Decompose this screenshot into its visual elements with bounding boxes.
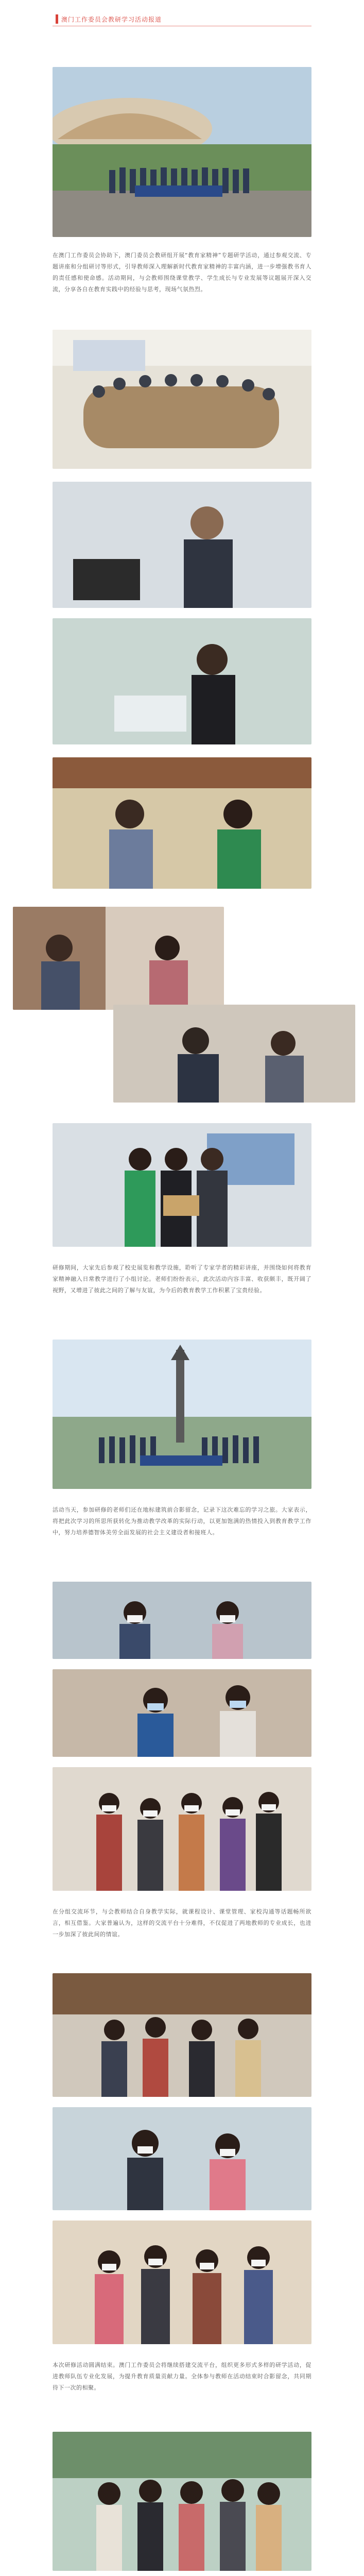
- article-title: 澳门工作委员会教研学习活动报道: [61, 15, 162, 23]
- presentation-photo: [53, 1123, 311, 1247]
- audience-photo: [53, 757, 311, 889]
- speaker-photo: [53, 482, 311, 608]
- participants-photo-2: [53, 1669, 311, 1757]
- paragraph-4: 在分组交流环节，与会教师结合自身教学实际，就课程设计、课堂管理、家校沟通等话题畅所欲言，相互借鉴。大家普遍认为，这样的交流平台十分难得，不仅促进了两地教师的专业成长，也进一步加深了彼此间的情谊。: [53, 1908, 311, 1938]
- section-tab: [53, 13, 166, 25]
- article-header: [53, 0, 311, 42]
- discussion-photo-1: [53, 1973, 311, 2097]
- section-marker: [56, 14, 58, 24]
- discussion-photo-3: [53, 2221, 311, 2344]
- paragraph-2: 研修期间，大家先后参观了校史展览和教学设施，聆听了专家学者的精彩讲座，并围绕如何将教育家精神融入日常教学进行了小组讨论。老师们纷纷表示，此次活动内容丰富、收获颇丰，既开阔了视野，又增进了彼此之间的了解与友谊，为今后的教育教学工作积累了宝贵经验。: [53, 1264, 311, 1294]
- speaker-photo-2: [53, 618, 311, 744]
- participants-photo-3: [53, 1767, 311, 1891]
- collage-photo-right: [113, 1005, 355, 1103]
- paragraph-5: 本次研修活动圆满结束。澳门工作委员会将继续搭建交流平台，组织更多形式多样的研学活动，促进教师队伍专业化发展，为提升教育质量贡献力量。全体参与教师在活动结束时合影留念，共同期待下一次的相聚。: [53, 2362, 311, 2391]
- group-photo-building: [53, 67, 311, 237]
- group-photo-monument: [53, 1340, 311, 1489]
- participants-photo-1: [53, 1582, 311, 1659]
- discussion-photo-2: [53, 2107, 311, 2210]
- meeting-room-photo: [53, 330, 311, 469]
- paragraph-1: 在澳门工作委员会协助下，澳门委员会教研组开展“教育家精神”专题研学活动，通过参观交流、专题讲座和分组研讨等形式，引导教师深入理解新时代教育家精神的丰富内涵，进一步增强教书育人的责任感和使命感。活动期间，与会教师围绕课堂教学、学生成长与专业发展等议题展开深入交流，分享各自在教育实践中的经验与思考，现场气氛热烈。: [53, 252, 311, 293]
- closing-group-photo-1: [53, 2432, 311, 2571]
- paragraph-3: 活动当天，参加研修的老师们还在地标建筑前合影留念，记录下这次难忘的学习之旅。大家表示，将把此次学习的所思所获转化为推动教学改革的实际行动，以更加饱满的热情投入到教育教学工作中，努力培养德智体美劳全面发展的社会主义建设者和接班人。: [53, 1506, 311, 1536]
- collage-photo-left: [13, 907, 224, 1010]
